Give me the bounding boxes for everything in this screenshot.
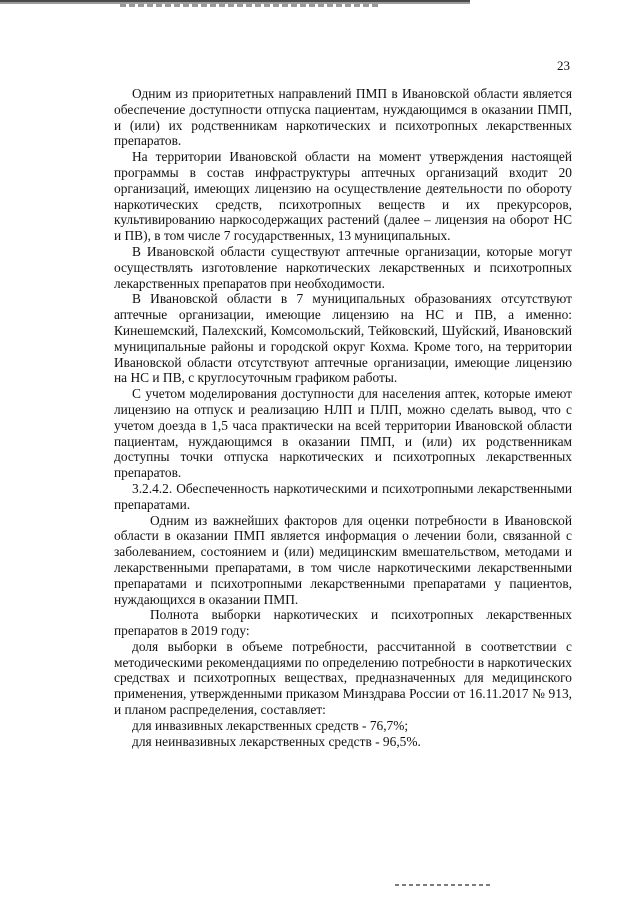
section-heading-3-2-4-2: 3.2.4.2. Обеспеченность наркотическими и психотропными лекарственными препаратами.: [114, 480, 572, 512]
paragraph-infrastructure: На территории Ивановской области на момент утверждения настоящей программы в состав инфраструктуры аптечных организаций входит 20 организаций, имеющих лицензию на осуществление деятельности по обороту наркотических средств, психотропных веществ и их прекурсоров, культивированию наркосодержащих растений (далее – лицензия на оборот НС и ПВ), в том числе 7 государственных, 13 муниципальных.: [114, 149, 572, 244]
paragraph-priority: Одним из приоритетных направлений ПМП в Ивановской области является обеспечение доступности отпуска пациентам, нуждающимся в оказании ПМП, и (или) их родственникам наркотических и психотропных лекарственных препаратов.: [114, 86, 572, 149]
paragraph-manufacturing: В Ивановской области существуют аптечные организации, которые могут осуществлять изготовление наркотических лекарственных и психотропных лекарственных препаратов при необходимости.: [114, 243, 572, 291]
paragraph-key-factors: Одним из важнейших факторов для оценки потребности в Ивановской области в оказании ПМП является информация о лечении боли, связанной с заболеванием, состоянием и (или) медицинским вмешательством, методами и лекарственными препаратами, в том числе наркотическими лекарственными препаратами и психотропными лекарственными препаратами у пациентов, нуждающихся в оказании ПМП.: [114, 512, 572, 607]
scan-artifact-bottom: [395, 884, 490, 886]
page-number: 23: [557, 58, 570, 73]
paragraph-sample-share: доля выборки в объеме потребности, рассчитанной в соответствии с методическими рекомендациями по определению потребности в наркотических средствах и психотропных веществах, предназначенных для медицинского применения, утвержденными приказом Минздрава России от 16.11.2017 № 913, и планом распределения, составляет:: [114, 638, 572, 718]
paragraph-availability-modeling: С учетом моделирования доступности для населения аптек, которые имеют лицензию на отпуск и реализацию НЛП и ПЛП, можно сделать вывод, что с учетом доезда в 1,5 часа практически на всей территории Ивановской области пациентам, нуждающимся в оказании ПМП, и (или) их родственникам доступны точки отпуска наркотических и психотропных лекарственных препаратов.: [114, 386, 572, 481]
list-item-noninvasive: для неинвазивных лекарственных средств - 96,5%.: [132, 733, 421, 749]
scan-artifact-top-dashes: [120, 4, 380, 7]
list-item-invasive: для инвазивных лекарственных средств - 76,7%;: [132, 717, 409, 733]
paragraph-sample-completeness: Полнота выборки наркотических и психотропных лекарственных препаратов в 2019 году:: [114, 607, 572, 639]
paragraph-missing-pharmacies: В Ивановской области в 7 муниципальных образованиях отсутствуют аптечные организации, имеющие лицензию на НС и ПВ, а именно: Кинешемский, Палехский, Комсомольский, Тейковский, Шуйский, Ивановский муниципальные районы и городской округ Кохма. Кроме того, на территории Ивановской области отсутствуют аптечные организации, имеющие лицензию на НС и ПВ, с круглосуточным графиком работы.: [114, 291, 572, 386]
document-body: [114, 86, 572, 749]
